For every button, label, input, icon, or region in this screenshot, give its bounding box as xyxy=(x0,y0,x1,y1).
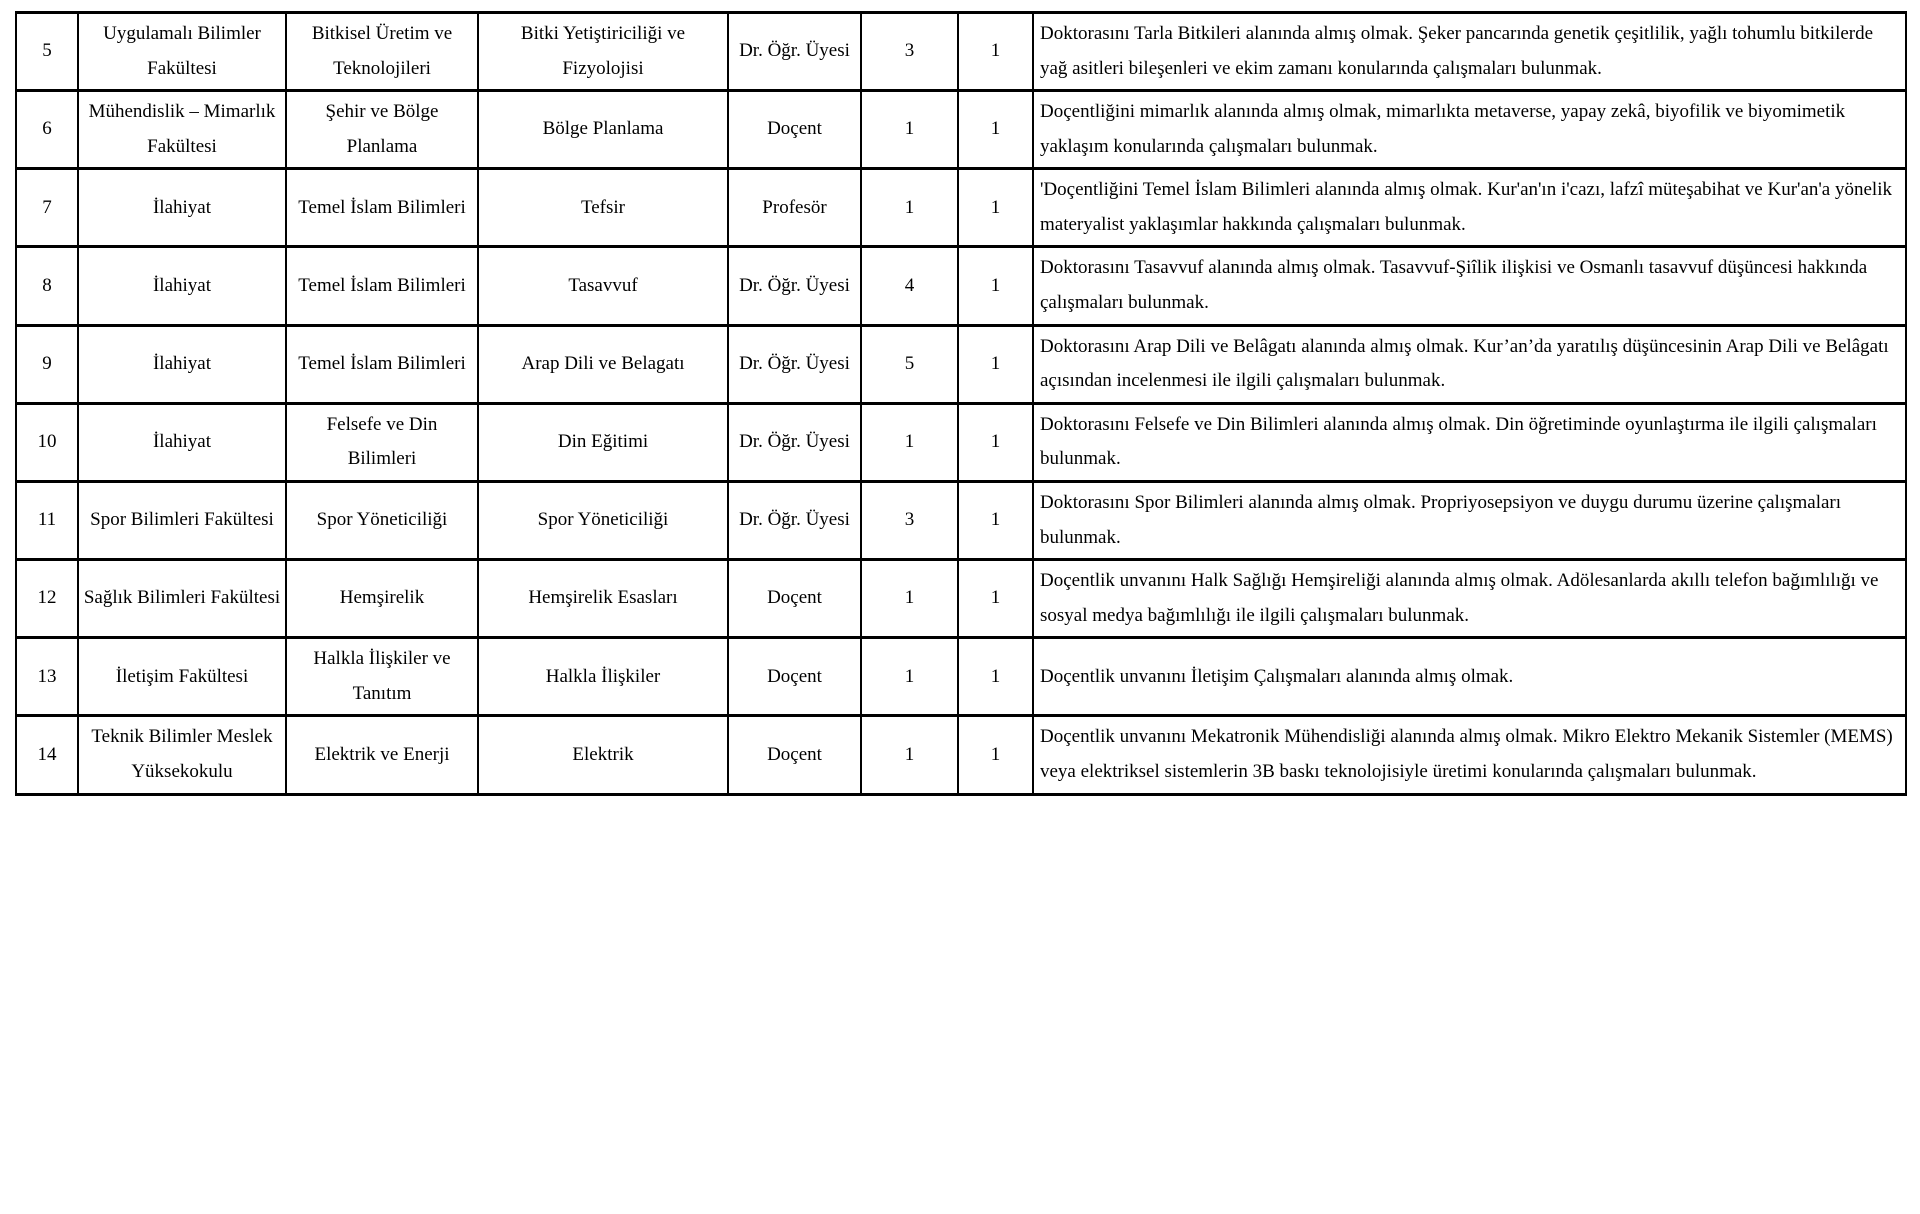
program-cell: Hemşirelik Esasları xyxy=(478,560,728,638)
numeric-cell-2: 1 xyxy=(958,247,1033,325)
requirement-cell: Doçentlik unvanını İletişim Çalışmaları alanında almış olmak. xyxy=(1033,638,1906,716)
program-cell: Tefsir xyxy=(478,169,728,247)
title-cell: Doçent xyxy=(728,716,861,794)
numeric-cell-2: 1 xyxy=(958,403,1033,481)
row-number-cell: 8 xyxy=(16,247,78,325)
department-cell: Şehir ve Bölge Planlama xyxy=(286,91,478,169)
title-cell: Profesör xyxy=(728,169,861,247)
table-row xyxy=(16,638,1906,716)
requirement-cell: Doçentliğini mimarlık alanında almış olmak, mimarlıkta metaverse, yapay zekâ, biyofilik ve biyomimetik yaklaşım konularında çalışmaları bulunmak. xyxy=(1033,91,1906,169)
row-number-cell: 12 xyxy=(16,560,78,638)
numeric-cell-2: 1 xyxy=(958,481,1033,559)
numeric-cell-1: 1 xyxy=(861,560,958,638)
table-row xyxy=(16,403,1906,481)
row-number-cell: 13 xyxy=(16,638,78,716)
row-number-cell: 7 xyxy=(16,169,78,247)
table-row xyxy=(16,325,1906,403)
faculty-cell: Sağlık Bilimleri Fakültesi xyxy=(78,560,286,638)
numeric-cell-2: 1 xyxy=(958,638,1033,716)
requirement-cell: Doktorasını Tasavvuf alanında almış olmak. Tasavvuf-Şiîlik ilişkisi ve Osmanlı tasavvuf düşüncesi hakkında çalışmaları bulunmak. xyxy=(1033,247,1906,325)
numeric-cell-2: 1 xyxy=(958,91,1033,169)
numeric-cell-1: 1 xyxy=(861,169,958,247)
requirement-cell: Doktorasını Spor Bilimleri alanında almış olmak. Propriyosepsiyon ve duygu durumu üzerine çalışmaları bulunmak. xyxy=(1033,481,1906,559)
title-cell: Dr. Öğr. Üyesi xyxy=(728,247,861,325)
numeric-cell-1: 1 xyxy=(861,716,958,794)
table-row xyxy=(16,560,1906,638)
table-row xyxy=(16,91,1906,169)
program-cell: Spor Yöneticiliği xyxy=(478,481,728,559)
numeric-cell-1: 1 xyxy=(861,403,958,481)
table-row xyxy=(16,169,1906,247)
row-number-cell: 10 xyxy=(16,403,78,481)
faculty-cell: İlahiyat xyxy=(78,169,286,247)
requirement-cell: 'Doçentliğini Temel İslam Bilimleri alanında almış olmak. Kur'an'ın i'cazı, lafzî müteşabihat ve Kur'an'a yönelik materyalist yaklaşımlar hakkında çalışmaları bulunmak. xyxy=(1033,169,1906,247)
numeric-cell-2: 1 xyxy=(958,13,1033,91)
faculty-cell: Uygulamalı Bilimler Fakültesi xyxy=(78,13,286,91)
title-cell: Dr. Öğr. Üyesi xyxy=(728,403,861,481)
department-cell: Elektrik ve Enerji xyxy=(286,716,478,794)
numeric-cell-2: 1 xyxy=(958,169,1033,247)
faculty-cell: Mühendislik – Mimarlık Fakültesi xyxy=(78,91,286,169)
faculty-cell: Spor Bilimleri Fakültesi xyxy=(78,481,286,559)
numeric-cell-1: 1 xyxy=(861,91,958,169)
numeric-cell-2: 1 xyxy=(958,560,1033,638)
table-row xyxy=(16,247,1906,325)
table-row xyxy=(16,481,1906,559)
program-cell: Arap Dili ve Belagatı xyxy=(478,325,728,403)
faculty-cell: İlahiyat xyxy=(78,247,286,325)
department-cell: Halkla İlişkiler ve Tanıtım xyxy=(286,638,478,716)
title-cell: Dr. Öğr. Üyesi xyxy=(728,481,861,559)
numeric-cell-2: 1 xyxy=(958,716,1033,794)
row-number-cell: 9 xyxy=(16,325,78,403)
department-cell: Temel İslam Bilimleri xyxy=(286,247,478,325)
department-cell: Temel İslam Bilimleri xyxy=(286,169,478,247)
department-cell: Felsefe ve Din Bilimleri xyxy=(286,403,478,481)
row-number-cell: 11 xyxy=(16,481,78,559)
requirement-cell: Doktorasını Arap Dili ve Belâgatı alanında almış olmak. Kur’an’da yaratılış düşüncesinin Arap Dili ve Belâgatı açısından incelenmesi ile ilgili çalışmaları bulunmak. xyxy=(1033,325,1906,403)
requirement-cell: Doktorasını Tarla Bitkileri alanında almış olmak. Şeker pancarında genetik çeşitlilik, yağlı tohumlu bitkilerde yağ asitleri bileşenleri ve ekim zamanı konularında çalışmaları bulunmak. xyxy=(1033,13,1906,91)
program-cell: Elektrik xyxy=(478,716,728,794)
numeric-cell-1: 1 xyxy=(861,638,958,716)
numeric-cell-1: 5 xyxy=(861,325,958,403)
title-cell: Dr. Öğr. Üyesi xyxy=(728,13,861,91)
row-number-cell: 14 xyxy=(16,716,78,794)
title-cell: Doçent xyxy=(728,91,861,169)
row-number-cell: 5 xyxy=(16,13,78,91)
title-cell: Doçent xyxy=(728,560,861,638)
table-body xyxy=(16,13,1906,795)
academic-postings-table xyxy=(15,11,1907,796)
title-cell: Doçent xyxy=(728,638,861,716)
department-cell: Hemşirelik xyxy=(286,560,478,638)
table-row xyxy=(16,13,1906,91)
numeric-cell-1: 3 xyxy=(861,481,958,559)
faculty-cell: Teknik Bilimler Meslek Yüksekokulu xyxy=(78,716,286,794)
table-row xyxy=(16,716,1906,794)
program-cell: Tasavvuf xyxy=(478,247,728,325)
numeric-cell-2: 1 xyxy=(958,325,1033,403)
faculty-cell: İlahiyat xyxy=(78,325,286,403)
program-cell: Halkla İlişkiler xyxy=(478,638,728,716)
faculty-cell: İletişim Fakültesi xyxy=(78,638,286,716)
department-cell: Temel İslam Bilimleri xyxy=(286,325,478,403)
program-cell: Din Eğitimi xyxy=(478,403,728,481)
department-cell: Bitkisel Üretim ve Teknolojileri xyxy=(286,13,478,91)
requirement-cell: Doçentlik unvanını Mekatronik Mühendisliği alanında almış olmak. Mikro Elektro Mekanik Sistemler (MEMS) veya elektriksel sistemlerin 3B baskı teknolojisiyle üretimi konularında çalışmaları bulunmak. xyxy=(1033,716,1906,794)
faculty-cell: İlahiyat xyxy=(78,403,286,481)
program-cell: Bölge Planlama xyxy=(478,91,728,169)
department-cell: Spor Yöneticiliği xyxy=(286,481,478,559)
row-number-cell: 6 xyxy=(16,91,78,169)
requirement-cell: Doçentlik unvanını Halk Sağlığı Hemşireliği alanında almış olmak. Adölesanlarda akıllı telefon bağımlılığı ve sosyal medya bağımlılığı ile ilgili çalışmaları bulunmak. xyxy=(1033,560,1906,638)
numeric-cell-1: 4 xyxy=(861,247,958,325)
numeric-cell-1: 3 xyxy=(861,13,958,91)
requirement-cell: Doktorasını Felsefe ve Din Bilimleri alanında almış olmak. Din öğretiminde oyunlaştırma ile ilgili çalışmaları bulunmak. xyxy=(1033,403,1906,481)
title-cell: Dr. Öğr. Üyesi xyxy=(728,325,861,403)
program-cell: Bitki Yetiştiriciliği ve Fizyolojisi xyxy=(478,13,728,91)
